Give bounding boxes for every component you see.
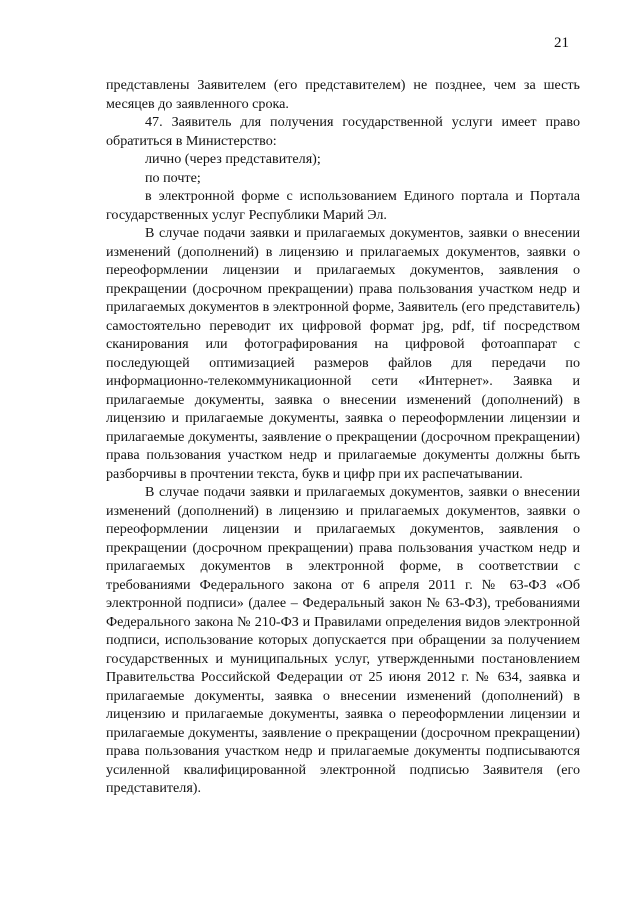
paragraph-option-in-person: лично (через представителя);	[145, 151, 321, 167]
paragraph-electronic-format: В случае подачи заявки и прилагаемых документов, заявки о внесении изменений (дополнений) в лицензию и прилагаемых документов, заявки о переоформлении лицензии и прилагаемых документов, заявления о прекращении (досрочном прекращении) права пользования участком недр и прилагаемых документов в электронной форме, Заявитель (его представитель) самостоятельно переводит их цифровой формат jpg, pdf, tif посредством сканирования или фотографирования на цифровой фотоаппарат с последующей оптимизацией размеров файлов для передачи по информационно-телекоммуникационной сети «Интернет». Заявка и прилагаемые документы, заявка о внесении изменений (дополнений) в лицензию и прилагаемые документы, заявка о переоформлении лицензии и прилагаемые документы, заявление о прекращении (досрочном прекращении) права пользования участком недр и прилагаемые документы должны быть разборчивы в прочтении текста, букв и цифр при их распечатывании.	[106, 225, 580, 482]
paragraph-continuation: представлены Заявителем (его представителем) не позднее, чем за шесть месяцев до заявленного срока.	[106, 77, 580, 112]
page-number: 21	[554, 35, 569, 51]
paragraph-option-mail: по почте;	[145, 169, 201, 186]
paragraph-option-electronic: в электронной форме с использованием Единого портала и Портала государственных услуг Республики Марий Эл.	[106, 188, 580, 223]
paragraph-item-47: 47. Заявитель для получения государственной услуги имеет право обратиться в Министерство:	[106, 114, 580, 149]
paragraph-electronic-signature: В случае подачи заявки и прилагаемых документов, заявки о внесении изменений (дополнений) в лицензию и прилагаемых документов, заявки о переоформлении лицензии и прилагаемых документов, заявления о прекращении (досрочном прекращении) права пользования участком недр и прилагаемых документов в электронной форме, в соответствии с требованиями Федерального закона от 6 апреля 2011 г. № 63-ФЗ «Об электронной подписи» (далее – Федеральный закон № 63-ФЗ), требованиями Федерального закона № 210-ФЗ и Правилами определения видов электронной подписи, использование которых допускается при обращении за получением государственных и муниципальных услуг, утвержденными постановлением Правительства Российской Федерации от 25 июня 2012 г. № 634, заявка и прилагаемые документы, заявка о внесении изменений (дополнений) в лицензию и прилагаемые документы, заявка о переоформлении лицензии и прилагаемые документы, заявление о прекращении (досрочном прекращении) права пользования участком недр и прилагаемые документы подписываются усиленной квалифицированной электронной подписью Заявителя (его представителя).	[106, 484, 580, 796]
document-body	[106, 76, 580, 798]
